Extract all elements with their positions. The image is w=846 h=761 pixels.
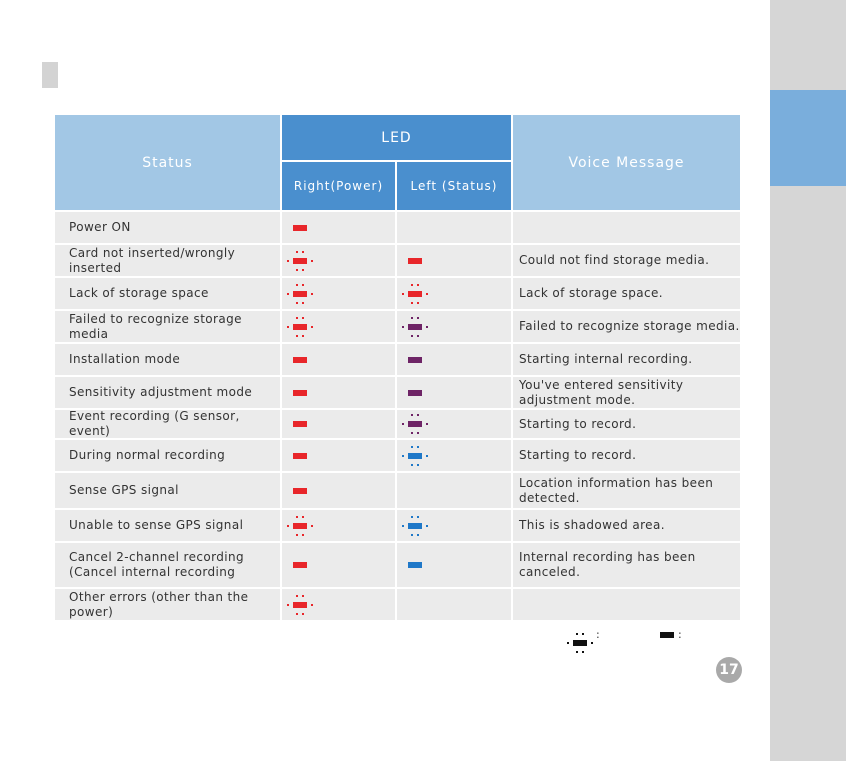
voice-cell: Lack of storage space.	[513, 278, 740, 309]
red-solid-led-icon	[292, 421, 308, 427]
red-blinking-led-icon	[292, 258, 308, 264]
table-row	[55, 344, 740, 375]
header-voice-message: Voice Message	[513, 115, 740, 210]
left-led-cell	[397, 440, 511, 471]
voice-cell: Failed to recognize storage media.	[513, 311, 740, 342]
voice-cell: Location information has been detected.	[513, 473, 740, 508]
status-cell: Lack of storage space	[55, 278, 280, 309]
red-solid-led-icon	[292, 488, 308, 494]
table-row	[55, 377, 740, 408]
left-led-cell	[397, 510, 511, 541]
right-led-cell	[282, 543, 395, 587]
voice-cell: This is shadowed area.	[513, 510, 740, 541]
left-led-cell	[397, 278, 511, 309]
purple-blinking-led-icon	[407, 421, 423, 427]
solid-legend-icon	[660, 632, 674, 638]
right-led-cell	[282, 245, 395, 276]
table-row	[55, 278, 740, 309]
red-blinking-led-icon	[292, 324, 308, 330]
right-led-cell	[282, 377, 395, 408]
status-cell: Unable to sense GPS signal	[55, 510, 280, 541]
status-cell: Card not inserted/wrongly inserted	[55, 245, 280, 276]
table-row	[55, 440, 740, 471]
chapter-tab	[770, 90, 846, 186]
table-row	[55, 212, 740, 243]
status-cell: Sensitivity adjustment mode	[55, 377, 280, 408]
right-led-cell	[282, 589, 395, 620]
header-left-status: Left (Status)	[397, 162, 511, 210]
table-row	[55, 473, 740, 508]
left-led-cell	[397, 245, 511, 276]
legend-solid-sep: :	[678, 628, 682, 641]
table-body	[55, 212, 740, 622]
status-cell: Power ON	[55, 212, 280, 243]
table-row	[55, 589, 740, 620]
right-led-cell	[282, 410, 395, 438]
right-led-cell	[282, 278, 395, 309]
left-led-cell	[397, 377, 511, 408]
purple-solid-led-icon	[407, 357, 423, 363]
table-row	[55, 311, 740, 342]
table-row	[55, 510, 740, 541]
status-cell: Event recording (G sensor, event)	[55, 410, 280, 438]
right-led-cell	[282, 510, 395, 541]
blink-legend-icon	[572, 631, 588, 637]
status-cell: Installation mode	[55, 344, 280, 375]
status-cell: Failed to recognize storage media	[55, 311, 280, 342]
voice-cell	[513, 589, 740, 620]
voice-cell	[513, 212, 740, 243]
red-solid-led-icon	[292, 562, 308, 568]
right-led-cell	[282, 440, 395, 471]
voice-cell: Could not find storage media.	[513, 245, 740, 276]
voice-cell: You've entered sensitivity adjustment mode.	[513, 377, 740, 408]
red-solid-led-icon	[292, 225, 308, 231]
right-led-cell	[282, 311, 395, 342]
left-led-cell	[397, 589, 511, 620]
left-led-cell	[397, 410, 511, 438]
left-led-cell	[397, 344, 511, 375]
left-led-cell	[397, 473, 511, 508]
right-led-cell	[282, 212, 395, 243]
table-row	[55, 245, 740, 276]
header-led: LED	[282, 115, 511, 160]
voice-cell: Internal recording has been canceled.	[513, 543, 740, 587]
table-row	[55, 543, 740, 587]
voice-cell: Starting to record.	[513, 440, 740, 471]
red-blinking-led-icon	[292, 291, 308, 297]
right-led-cell	[282, 473, 395, 508]
red-solid-led-icon	[292, 390, 308, 396]
black-blinking-led-icon	[572, 640, 588, 646]
red-solid-led-icon	[407, 258, 423, 264]
left-led-cell	[397, 543, 511, 587]
purple-solid-led-icon	[407, 390, 423, 396]
status-cell: Sense GPS signal	[55, 473, 280, 508]
left-led-cell	[397, 212, 511, 243]
legend-blink-sep: :	[596, 628, 600, 641]
voice-cell: Starting to record.	[513, 410, 740, 438]
blue-blinking-led-icon	[407, 523, 423, 529]
header-status: Status	[55, 115, 280, 210]
red-blinking-led-icon	[292, 523, 308, 529]
status-cell: During normal recording	[55, 440, 280, 471]
header-right-power: Right(Power)	[282, 162, 395, 210]
table-row	[55, 410, 740, 438]
right-led-cell	[282, 344, 395, 375]
red-solid-led-icon	[292, 357, 308, 363]
red-solid-led-icon	[292, 453, 308, 459]
section-marker	[42, 62, 58, 88]
red-blinking-led-icon	[292, 602, 308, 608]
red-blinking-led-icon	[407, 291, 423, 297]
status-cell: Cancel 2-channel recording (Cancel internal recording	[55, 543, 280, 587]
voice-cell: Starting internal recording.	[513, 344, 740, 375]
page-number: 17	[716, 657, 742, 683]
purple-blinking-led-icon	[407, 324, 423, 330]
blue-blinking-led-icon	[407, 453, 423, 459]
blue-solid-led-icon	[407, 562, 423, 568]
status-cell: Other errors (other than the power)	[55, 589, 280, 620]
left-led-cell	[397, 311, 511, 342]
